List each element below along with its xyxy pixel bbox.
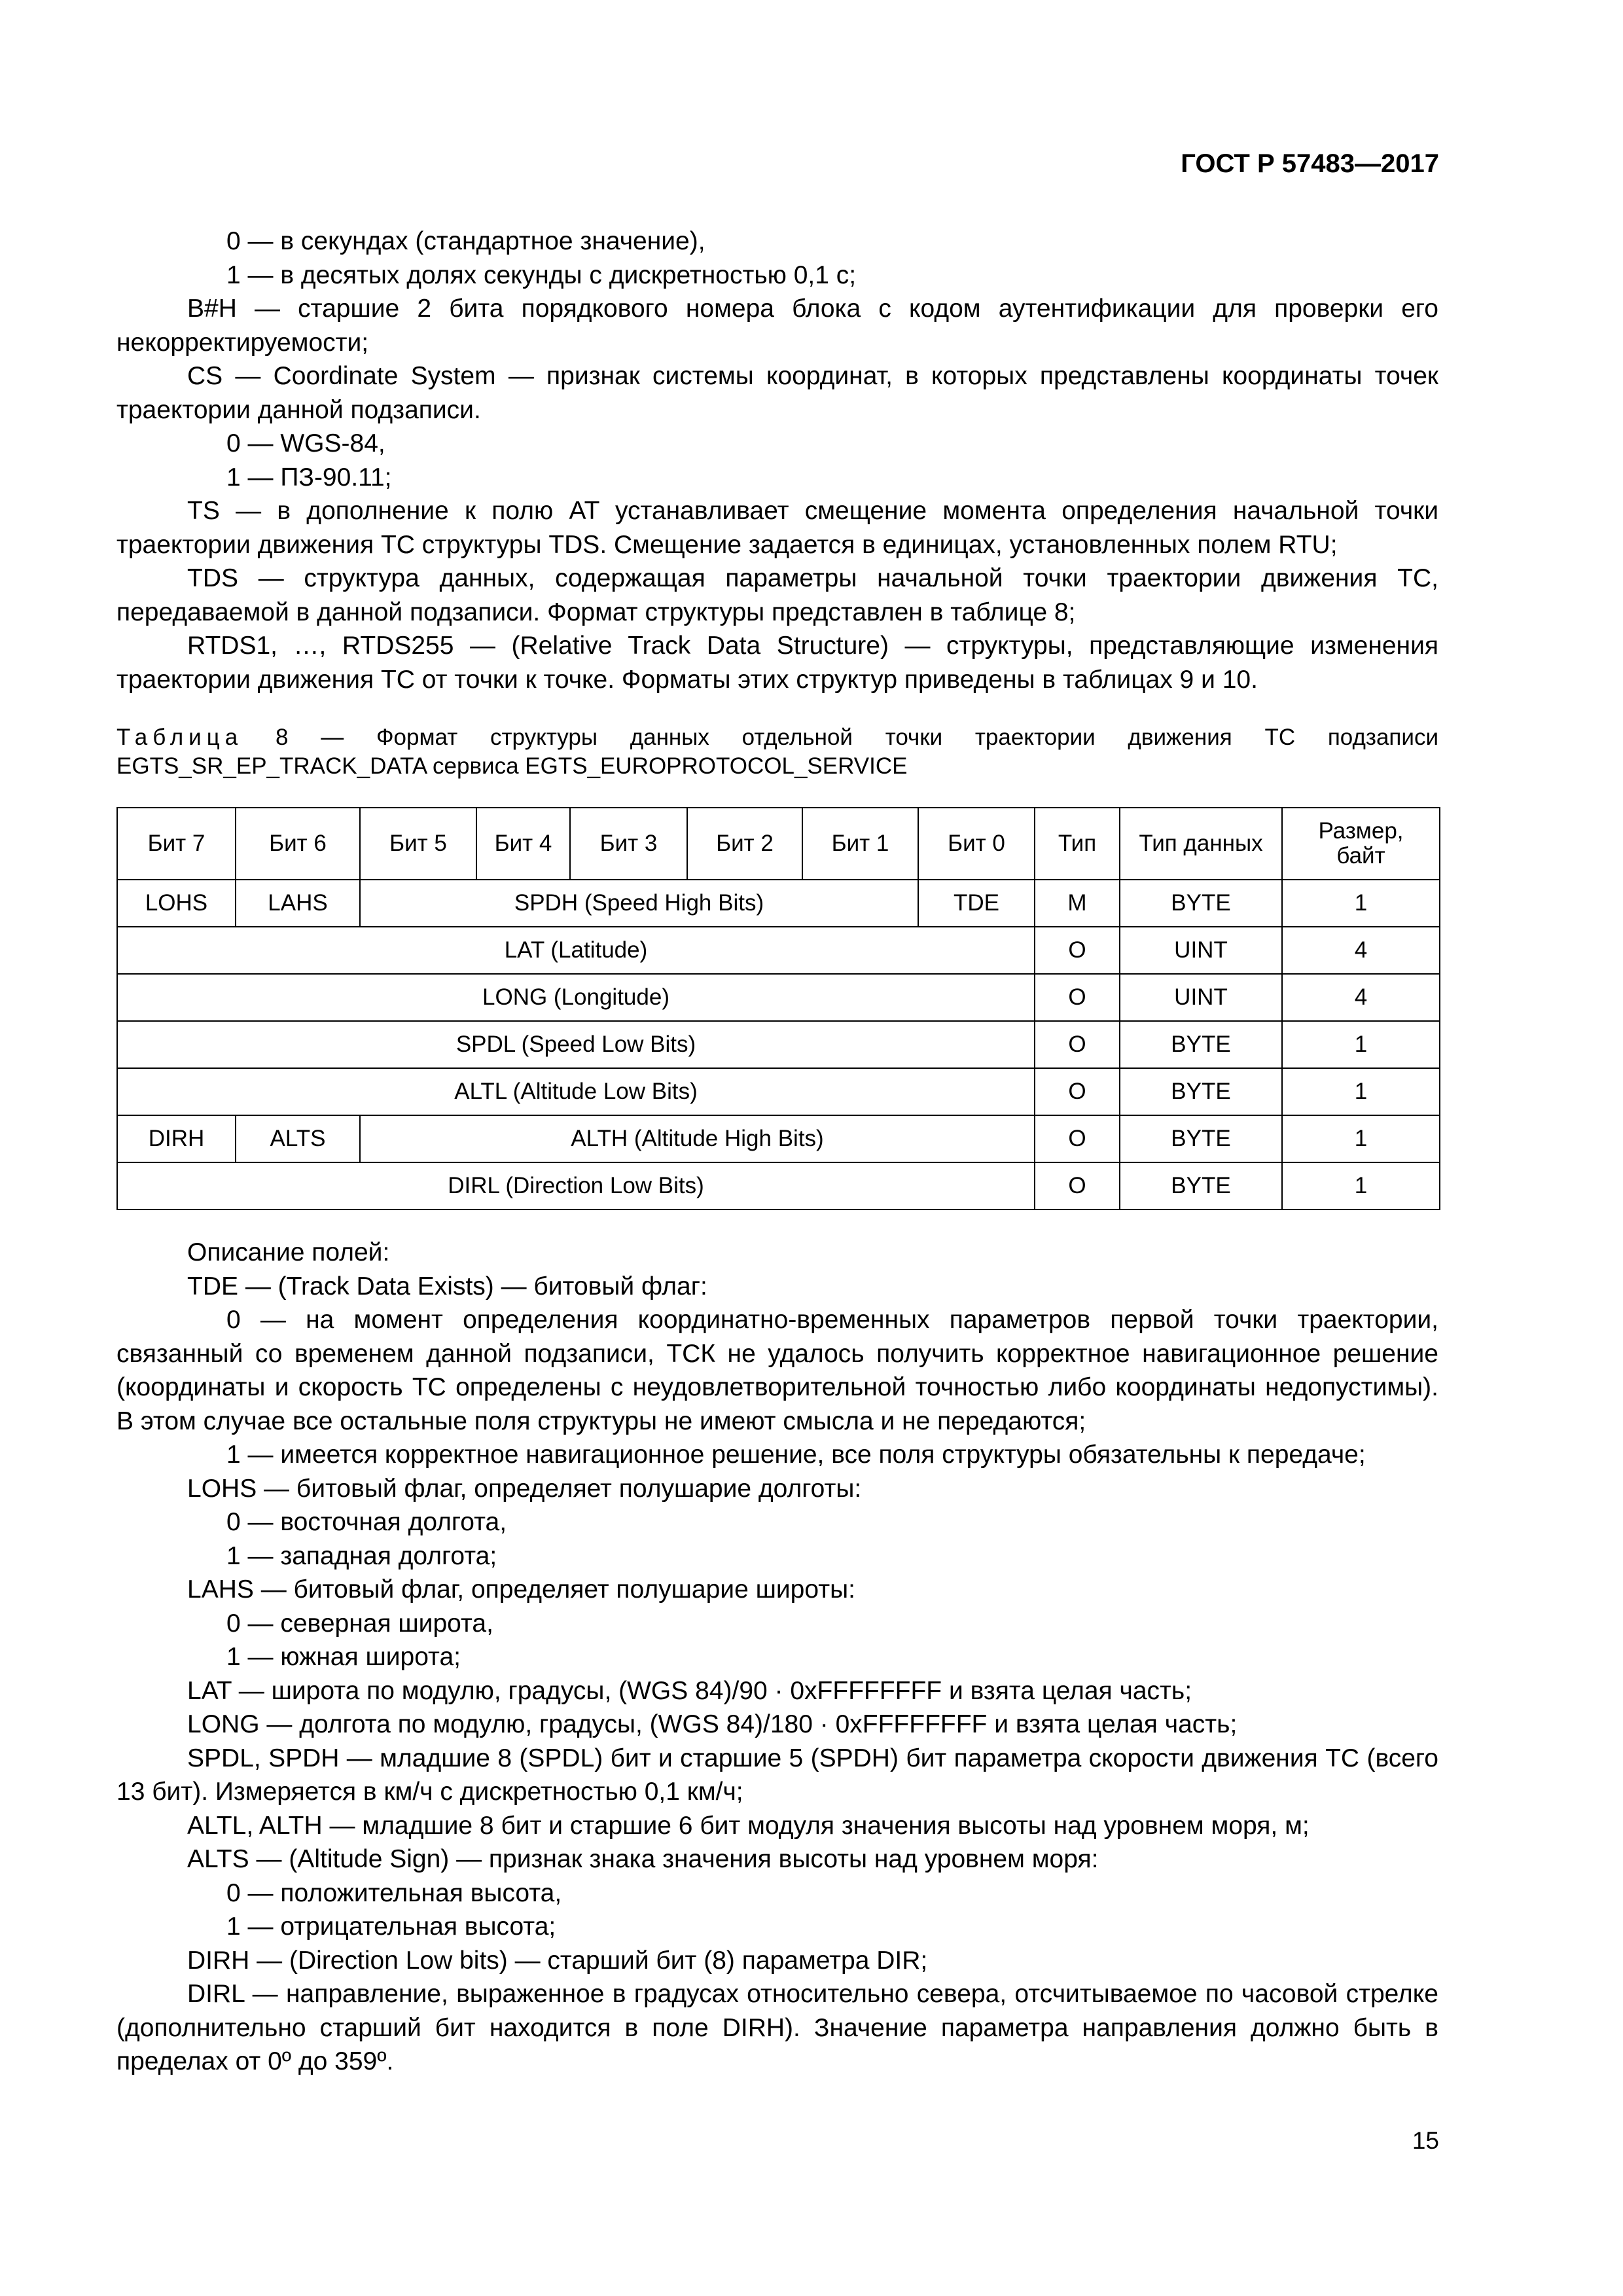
table-cell: DIRH [117,1115,236,1162]
table-cell: DIRL (Direction Low Bits) [117,1162,1035,1210]
header-cell: Бит 7 [117,808,236,880]
table-cell: ALTH (Altitude High Bits) [360,1115,1035,1162]
table-cell: LONG (Longitude) [117,974,1035,1021]
table-cell: O [1035,1162,1120,1210]
table-caption [116,723,1438,781]
paragraph: B#H — старшие 2 бита порядкового номера блока с кодом аутентификации для проверки его некорректируемости; [116,295,1438,357]
paragraph: 0 — WGS-84, [226,429,385,457]
paragraph: SPDL, SPDH — младшие 8 (SPDL) бит и старшие 5 (SPDH) бит параметра скорости движения ТС (всего 13 бит). Измеряется в км/ч с дискретностью 0,1 км/ч; [116,1744,1438,1806]
header-cell: Бит 0 [918,808,1035,880]
table-cell: SPDL (Speed Low Bits) [117,1021,1035,1068]
table-cell: LOHS [117,880,236,927]
table-cell: 1 [1282,1068,1440,1115]
table-cell: BYTE [1120,1115,1282,1162]
paragraph: 0 — северная широта, [226,1609,493,1638]
table-cell: O [1035,974,1120,1021]
paragraph: 0 — положительная высота, [226,1878,562,1907]
paragraph: 1 — ПЗ-90.11; [226,463,392,492]
paragraph: LOHS — битовый флаг, определяет полушарие долготы: [187,1474,862,1503]
paragraph: 1 — имеется корректное навигационное решение, все поля структуры обязательны к передаче; [226,1441,1366,1469]
table-cell: BYTE [1120,1162,1282,1210]
paragraph: 1 — западная долгота; [226,1541,497,1570]
data-structure-table [116,807,1440,1210]
paragraph: 1 — в десятых долях секунды с дискретностью 0,1 с; [226,260,857,289]
table-cell: UINT [1120,974,1282,1021]
table-row [117,974,1440,1021]
header-cell: Размер, байт [1282,808,1440,880]
table-row [117,1115,1440,1162]
table-cell: UINT [1120,927,1282,974]
header-cell: Бит 4 [476,808,570,880]
table-cell: TDE [918,880,1035,927]
header-cell: Бит 5 [360,808,476,880]
paragraph: TDE — (Track Data Exists) — битовый флаг: [187,1272,707,1300]
paragraph: 1 — южная широта; [226,1643,461,1671]
header-cell: Тип [1035,808,1120,880]
table-cell: ALTS [236,1115,360,1162]
table-cell: O [1035,1021,1120,1068]
table-cell: 1 [1282,1021,1440,1068]
paragraph: ALTL, ALTH — младшие 8 бит и старшие 6 бит модуля значения высоты над уровнем моря, м; [187,1811,1310,1840]
table-cell: ALTL (Altitude Low Bits) [117,1068,1035,1115]
header-cell: Бит 2 [687,808,802,880]
paragraph: TDS — структура данных, содержащая параметры начальной точки траектории движения ТС, передаваемой в данной подзаписи. Формат структуры представлен в таблице 8; [116,564,1438,626]
table-caption-text: 8 — Формат структуры данных отдельной точки траектории движения ТС подзаписи EGTS_SR_EP_TRACK_DATA сервиса EGTS_EUROPROTOCOL_SERVICE [116,725,1438,779]
table-caption-label: Таблица [116,725,243,750]
paragraph: DIRH — (Direction Low bits) — старший бит (8) параметра DIR; [187,1946,928,1975]
header-cell: Бит 1 [802,808,918,880]
table-row [117,927,1440,974]
paragraph: DIRL — направление, выраженное в градусах относительно севера, отсчитываемое по часовой стрелке (дополнительно старший бит находится в поле DIRH). Значение параметра направления должно быть в пределах от 0º до 359º. [116,1980,1438,2075]
table-cell: O [1035,927,1120,974]
header-cell: Бит 3 [570,808,687,880]
paragraph: 0 — в секундах (стандартное значение), [226,227,705,255]
paragraph: LAHS — битовый флаг, определяет полушарие широты: [187,1575,855,1604]
table-cell: LAT (Latitude) [117,927,1035,974]
table-cell: LAHS [236,880,360,927]
table-cell: BYTE [1120,1068,1282,1115]
paragraph: ALTS — (Altitude Sign) — признак знака значения высоты над уровнем моря: [187,1845,1099,1873]
table-row [117,1021,1440,1068]
paragraph: LAT — широта по модулю, градусы, (WGS 84)/90 · 0xFFFFFFFF и взята целая часть; [187,1676,1192,1705]
paragraph: Описание полей: [187,1238,390,1266]
table-cell: O [1035,1068,1120,1115]
table-cell: 1 [1282,1162,1440,1210]
paragraph: CS — Coordinate System — признак системы координат, в которых представлены координаты точек траектории данной подзаписи. [116,362,1438,424]
paragraph: LONG — долгота по модулю, градусы, (WGS 84)/180 · 0xFFFFFFFF и взята целая часть; [187,1710,1238,1738]
header-cell: Бит 6 [236,808,360,880]
table-cell: 4 [1282,927,1440,974]
paragraph: 0 — восточная долгота, [226,1508,507,1536]
table-cell: 4 [1282,974,1440,1021]
table-cell: M [1035,880,1120,927]
table-row [117,880,1440,927]
table-row [117,1068,1440,1115]
table-row [117,1162,1440,1210]
table-cell: BYTE [1120,1021,1282,1068]
table-cell: SPDH (Speed High Bits) [360,880,918,927]
table-cell: 1 [1282,1115,1440,1162]
top-text-block [116,224,1438,696]
paragraph: 1 — отрицательная высота; [226,1912,556,1941]
header-cell: Тип данных [1120,808,1282,880]
bottom-text-block [116,1236,1438,2079]
paragraph: TS — в дополнение к полю AT устанавливает смещение момента определения начальной точки траектории движения ТС структуры TDS. Смещение задается в единицах, установленных полем RTU; [116,497,1438,559]
page-number: 15 [1412,2127,1439,2154]
paragraph: 0 — на момент определения координатно-временных параметров первой точки траектории, связанный со временем данной подзаписи, ТСК не удалось получить корректное навигационное решение (координаты и скорость ТС определены с неудовлетворительной точностью либо координаты недопустимы). В этом случае все остальные поля структуры не имеют смысла и не передаются; [116,1306,1438,1435]
table-cell: O [1035,1115,1120,1162]
document-header: ГОСТ Р 57483—2017 [1181,149,1439,178]
table-cell: 1 [1282,880,1440,927]
paragraph: RTDS1, …, RTDS255 — (Relative Track Data Structure) — структуры, представляющие изменения траектории движения ТС от точки к точке. Форматы этих структур приведены в таблицах 9 и 10. [116,632,1438,694]
table-header-row [117,808,1440,880]
table-cell: BYTE [1120,880,1282,927]
